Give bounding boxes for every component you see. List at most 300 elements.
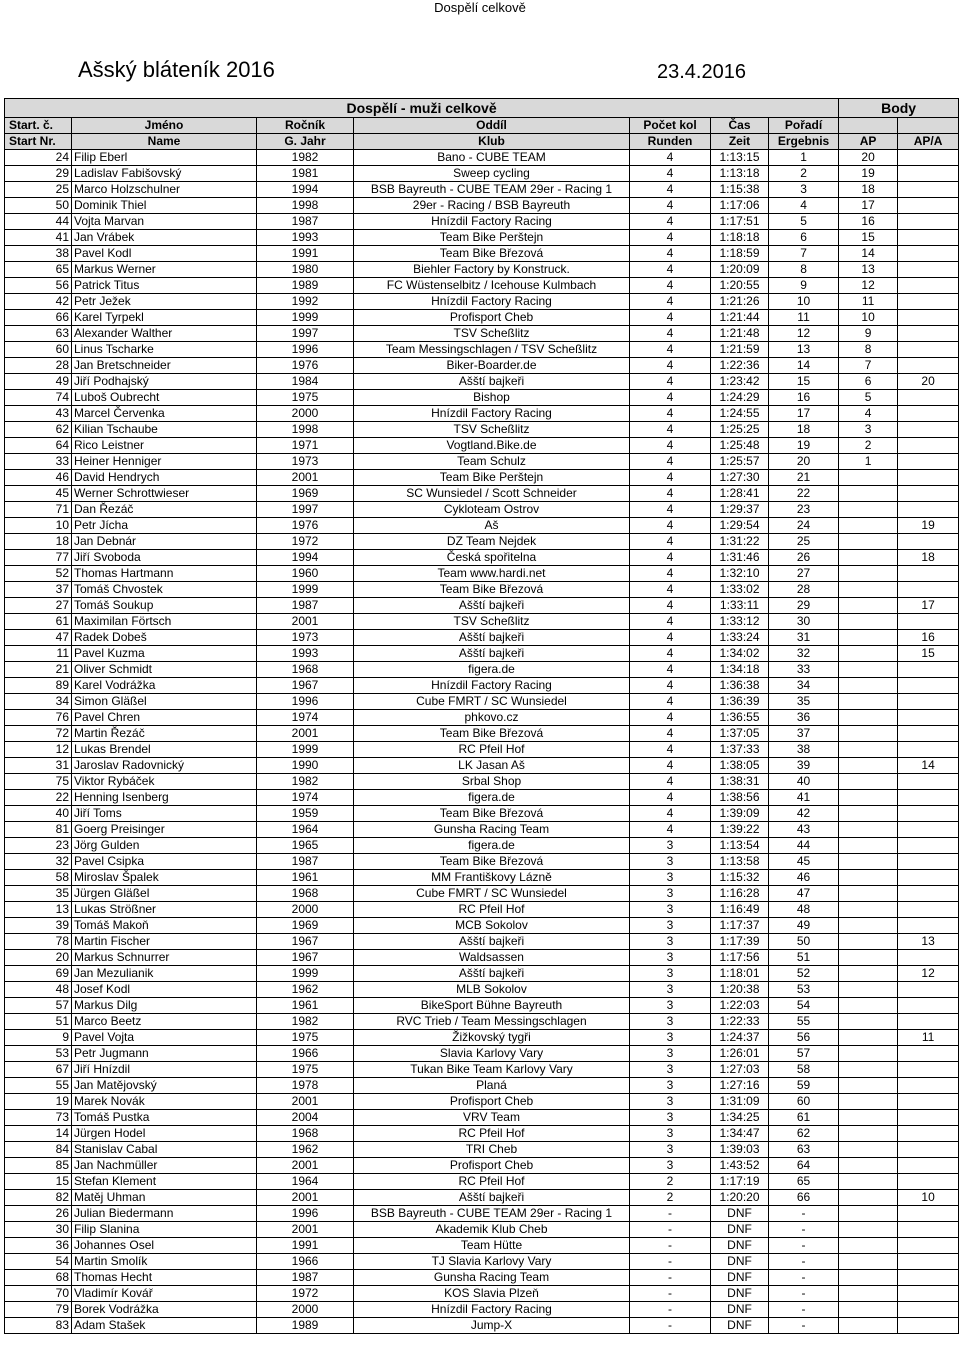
birth-year-cell: 1997 [257, 326, 354, 342]
ap-a-points-cell [898, 342, 959, 358]
time-cell: DNF [711, 1286, 769, 1302]
club-cell: MM Františkovy Lázně [354, 870, 630, 886]
time-cell: 1:18:01 [711, 966, 769, 982]
rider-name-cell: Thomas Hecht [72, 1270, 257, 1286]
start-number-cell: 19 [5, 1094, 72, 1110]
ap-points-cell [839, 502, 898, 518]
laps-cell: 4 [630, 486, 711, 502]
ap-points-cell: 3 [839, 422, 898, 438]
rank-cell: 48 [769, 902, 839, 918]
start-number-cell: 73 [5, 1110, 72, 1126]
start-number-cell: 38 [5, 246, 72, 262]
laps-cell: - [630, 1318, 711, 1334]
laps-cell: 3 [630, 902, 711, 918]
start-number-cell: 81 [5, 822, 72, 838]
section-title: Dospělí - muži celkově [5, 99, 839, 118]
birth-year-cell: 2004 [257, 1110, 354, 1126]
club-cell: Vogtland.Bike.de [354, 438, 630, 454]
rank-cell: 50 [769, 934, 839, 950]
ap-a-points-cell [898, 214, 959, 230]
table-row [5, 518, 959, 534]
start-number-cell: 25 [5, 182, 72, 198]
club-cell: Waldsassen [354, 950, 630, 966]
rider-name-cell: Kilian Tschaube [72, 422, 257, 438]
birth-year-cell: 1966 [257, 1254, 354, 1270]
ap-points-cell: 20 [839, 150, 898, 166]
table-row [5, 806, 959, 822]
ap-points-cell: 10 [839, 310, 898, 326]
laps-cell: 4 [630, 822, 711, 838]
time-cell: 1:22:36 [711, 358, 769, 374]
time-cell: 1:20:20 [711, 1190, 769, 1206]
rider-name-cell: Jan Vrábek [72, 230, 257, 246]
ap-a-points-cell [898, 310, 959, 326]
table-row [5, 1046, 959, 1062]
rider-name-cell: Petr Jugmann [72, 1046, 257, 1062]
rider-name-cell: Simon Gläßel [72, 694, 257, 710]
start-number-cell: 66 [5, 310, 72, 326]
club-cell: Ašští bajkeři [354, 1190, 630, 1206]
table-row [5, 422, 959, 438]
birth-year-cell: 1981 [257, 166, 354, 182]
ap-points-cell [839, 1126, 898, 1142]
rider-name-cell: Maximilan Förtsch [72, 614, 257, 630]
birth-year-cell: 1994 [257, 182, 354, 198]
header-row-cz [5, 118, 959, 134]
birth-year-cell: 1969 [257, 918, 354, 934]
header-time-cz: Čas [711, 118, 769, 134]
rank-cell: 19 [769, 438, 839, 454]
time-cell: 1:15:32 [711, 870, 769, 886]
laps-cell: 4 [630, 598, 711, 614]
club-cell: Cube FMRT / SC Wunsiedel [354, 694, 630, 710]
start-number-cell: 60 [5, 342, 72, 358]
header-name-cz: Jméno [72, 118, 257, 134]
laps-cell: 4 [630, 614, 711, 630]
rider-name-cell: Jan Debnár [72, 534, 257, 550]
rider-name-cell: Martin Fischer [72, 934, 257, 950]
laps-cell: 4 [630, 438, 711, 454]
table-row [5, 1126, 959, 1142]
start-number-cell: 52 [5, 566, 72, 582]
ap-a-points-cell [898, 950, 959, 966]
ap-a-points-cell [898, 470, 959, 486]
rider-name-cell: Marco Beetz [72, 1014, 257, 1030]
ap-a-points-cell [898, 1318, 959, 1334]
birth-year-cell: 1969 [257, 486, 354, 502]
start-number-cell: 41 [5, 230, 72, 246]
rank-cell: 61 [769, 1110, 839, 1126]
ap-points-cell [839, 614, 898, 630]
ap-a-points-cell [898, 998, 959, 1014]
rank-cell: 39 [769, 758, 839, 774]
rank-cell: 14 [769, 358, 839, 374]
start-number-cell: 13 [5, 902, 72, 918]
club-cell: Team Bike Březová [354, 246, 630, 262]
ap-a-points-cell [898, 1078, 959, 1094]
club-cell: MLB Sokolov [354, 982, 630, 998]
ap-a-points-cell [898, 1254, 959, 1270]
time-cell: 1:13:58 [711, 854, 769, 870]
club-cell: Biehler Factory by Konstruck. [354, 262, 630, 278]
rank-cell: 60 [769, 1094, 839, 1110]
time-cell: 1:20:38 [711, 982, 769, 998]
rank-cell: 59 [769, 1078, 839, 1094]
club-cell: 29er - Racing / BSB Bayreuth [354, 198, 630, 214]
time-cell: 1:31:46 [711, 550, 769, 566]
table-row [5, 758, 959, 774]
birth-year-cell: 1992 [257, 294, 354, 310]
laps-cell: 3 [630, 1046, 711, 1062]
table-row [5, 630, 959, 646]
start-number-cell: 63 [5, 326, 72, 342]
birth-year-cell: 1984 [257, 374, 354, 390]
ap-a-points-cell [898, 822, 959, 838]
birth-year-cell: 1982 [257, 774, 354, 790]
ap-a-points-cell [898, 326, 959, 342]
ap-a-points-cell [898, 1158, 959, 1174]
laps-cell: 4 [630, 198, 711, 214]
rider-name-cell: Pavel Vojta [72, 1030, 257, 1046]
table-row [5, 150, 959, 166]
birth-year-cell: 1971 [257, 438, 354, 454]
ap-points-cell: 4 [839, 406, 898, 422]
club-cell: Hnízdil Factory Racing [354, 406, 630, 422]
time-cell: 1:13:18 [711, 166, 769, 182]
birth-year-cell: 1972 [257, 1286, 354, 1302]
club-cell: Ašští bajkeři [354, 630, 630, 646]
rank-cell: 55 [769, 1014, 839, 1030]
laps-cell: 3 [630, 918, 711, 934]
ap-a-points-cell [898, 710, 959, 726]
ap-a-points-cell [898, 406, 959, 422]
rider-name-cell: Jiří Podhajský [72, 374, 257, 390]
ap-points-cell: 18 [839, 182, 898, 198]
laps-cell: 4 [630, 758, 711, 774]
birth-year-cell: 1962 [257, 1142, 354, 1158]
rank-cell: 7 [769, 246, 839, 262]
club-cell: Aš [354, 518, 630, 534]
rider-name-cell: Werner Schrottwieser [72, 486, 257, 502]
time-cell: 1:37:05 [711, 726, 769, 742]
start-number-cell: 48 [5, 982, 72, 998]
start-number-cell: 68 [5, 1270, 72, 1286]
ap-a-points-cell: 16 [898, 630, 959, 646]
ap-a-points-cell [898, 1174, 959, 1190]
header-laps-de: Runden [630, 134, 711, 150]
ap-points-cell [839, 678, 898, 694]
time-cell: 1:17:56 [711, 950, 769, 966]
start-number-cell: 27 [5, 598, 72, 614]
club-cell: BikeSport Bühne Bayreuth [354, 998, 630, 1014]
laps-cell: - [630, 1222, 711, 1238]
ap-points-cell: 19 [839, 166, 898, 182]
table-row [5, 470, 959, 486]
time-cell: 1:31:09 [711, 1094, 769, 1110]
birth-year-cell: 2001 [257, 470, 354, 486]
rank-cell: - [769, 1222, 839, 1238]
time-cell: 1:28:41 [711, 486, 769, 502]
laps-cell: 3 [630, 1094, 711, 1110]
laps-cell: 3 [630, 1110, 711, 1126]
time-cell: 1:39:22 [711, 822, 769, 838]
start-number-cell: 57 [5, 998, 72, 1014]
rider-name-cell: Jiří Svoboda [72, 550, 257, 566]
birth-year-cell: 1972 [257, 534, 354, 550]
ap-a-points-cell [898, 790, 959, 806]
club-cell: Ašští bajkeři [354, 966, 630, 982]
rider-name-cell: Thomas Hartmann [72, 566, 257, 582]
time-cell: DNF [711, 1222, 769, 1238]
time-cell: 1:24:37 [711, 1030, 769, 1046]
ap-a-points-cell: 10 [898, 1190, 959, 1206]
time-cell: 1:17:06 [711, 198, 769, 214]
rank-cell: - [769, 1302, 839, 1318]
rider-name-cell: Stanislav Cabal [72, 1142, 257, 1158]
birth-year-cell: 1967 [257, 934, 354, 950]
table-row [5, 678, 959, 694]
laps-cell: 3 [630, 1158, 711, 1174]
rider-name-cell: Radek Dobeš [72, 630, 257, 646]
start-number-cell: 89 [5, 678, 72, 694]
club-cell: Ašští bajkeři [354, 934, 630, 950]
birth-year-cell: 2000 [257, 902, 354, 918]
laps-cell: 4 [630, 630, 711, 646]
event-name: Ašský bláteník 2016 [78, 57, 275, 82]
table-row [5, 1270, 959, 1286]
laps-cell: 4 [630, 246, 711, 262]
rank-cell: 23 [769, 502, 839, 518]
rank-cell: 11 [769, 310, 839, 326]
start-number-cell: 58 [5, 870, 72, 886]
rank-cell: 40 [769, 774, 839, 790]
club-cell: MCB Sokolov [354, 918, 630, 934]
rider-name-cell: Lukas Brendel [72, 742, 257, 758]
table-row [5, 230, 959, 246]
ap-a-points-cell [898, 1238, 959, 1254]
rider-name-cell: Linus Tscharke [72, 342, 257, 358]
laps-cell: 4 [630, 502, 711, 518]
rider-name-cell: Henning Isenberg [72, 790, 257, 806]
ap-points-cell [839, 998, 898, 1014]
time-cell: 1:34:47 [711, 1126, 769, 1142]
rider-name-cell: Pavel Chren [72, 710, 257, 726]
table-row [5, 374, 959, 390]
rider-name-cell: Ladislav Fabišovský [72, 166, 257, 182]
club-cell: Akademik Klub Cheb [354, 1222, 630, 1238]
ap-points-cell [839, 646, 898, 662]
rider-name-cell: Jiří Hnízdil [72, 1062, 257, 1078]
start-number-cell: 29 [5, 166, 72, 182]
start-number-cell: 74 [5, 390, 72, 406]
ap-a-points-cell [898, 454, 959, 470]
ap-a-points-cell [898, 150, 959, 166]
ap-a-points-cell [898, 854, 959, 870]
time-cell: DNF [711, 1302, 769, 1318]
start-number-cell: 85 [5, 1158, 72, 1174]
ap-points-cell [839, 806, 898, 822]
table-row [5, 662, 959, 678]
ap-a-points-cell [898, 182, 959, 198]
rank-cell: 58 [769, 1062, 839, 1078]
rank-cell: 20 [769, 454, 839, 470]
rider-name-cell: Julian Biedermann [72, 1206, 257, 1222]
birth-year-cell: 1990 [257, 758, 354, 774]
ap-points-cell [839, 630, 898, 646]
ap-points-cell [839, 1206, 898, 1222]
rank-cell: - [769, 1238, 839, 1254]
rider-name-cell: Karel Vodrážka [72, 678, 257, 694]
time-cell: 1:29:54 [711, 518, 769, 534]
club-cell: RC Pfeil Hof [354, 742, 630, 758]
birth-year-cell: 1987 [257, 598, 354, 614]
table-row [5, 326, 959, 342]
rider-name-cell: Filip Eberl [72, 150, 257, 166]
rider-name-cell: Vladimír Kovář [72, 1286, 257, 1302]
rank-cell: 65 [769, 1174, 839, 1190]
birth-year-cell: 2001 [257, 726, 354, 742]
birth-year-cell: 1975 [257, 1062, 354, 1078]
rider-name-cell: Markus Dilg [72, 998, 257, 1014]
birth-year-cell: 1968 [257, 662, 354, 678]
club-cell: Slavia Karlovy Vary [354, 1046, 630, 1062]
ap-points-cell: 12 [839, 278, 898, 294]
ap-a-points-cell [898, 262, 959, 278]
start-number-cell: 43 [5, 406, 72, 422]
table-row [5, 342, 959, 358]
rider-name-cell: Pavel Kuzma [72, 646, 257, 662]
start-number-cell: 75 [5, 774, 72, 790]
laps-cell: 2 [630, 1190, 711, 1206]
rider-name-cell: Tomáš Chvostek [72, 582, 257, 598]
club-cell: Ašští bajkeři [354, 374, 630, 390]
birth-year-cell: 1974 [257, 790, 354, 806]
rider-name-cell: Jürgen Gläßel [72, 886, 257, 902]
start-number-cell: 65 [5, 262, 72, 278]
birth-year-cell: 1973 [257, 630, 354, 646]
rank-cell: 16 [769, 390, 839, 406]
rank-cell: 27 [769, 566, 839, 582]
ap-points-cell: 5 [839, 390, 898, 406]
ap-a-points-cell [898, 1014, 959, 1030]
start-number-cell: 56 [5, 278, 72, 294]
ap-points-cell [839, 662, 898, 678]
laps-cell: 4 [630, 662, 711, 678]
ap-points-cell [839, 1158, 898, 1174]
ap-points-cell: 14 [839, 246, 898, 262]
laps-cell: 4 [630, 230, 711, 246]
birth-year-cell: 1999 [257, 582, 354, 598]
laps-cell: 3 [630, 886, 711, 902]
start-number-cell: 20 [5, 950, 72, 966]
time-cell: 1:22:03 [711, 998, 769, 1014]
birth-year-cell: 1976 [257, 358, 354, 374]
table-row [5, 454, 959, 470]
start-number-cell: 24 [5, 150, 72, 166]
time-cell: 1:36:39 [711, 694, 769, 710]
table-row [5, 1318, 959, 1334]
table-row [5, 534, 959, 550]
rider-name-cell: Petr Ježek [72, 294, 257, 310]
laps-cell: 4 [630, 582, 711, 598]
table-row [5, 1238, 959, 1254]
ap-points-cell [839, 838, 898, 854]
ap-points-cell [839, 1222, 898, 1238]
ap-points-cell [839, 918, 898, 934]
club-cell: Team www.hardi.net [354, 566, 630, 582]
rider-name-cell: Matěj Uhman [72, 1190, 257, 1206]
rider-name-cell: Dan Řezáč [72, 502, 257, 518]
rank-cell: 32 [769, 646, 839, 662]
start-number-cell: 54 [5, 1254, 72, 1270]
ap-points-cell [839, 982, 898, 998]
table-row [5, 262, 959, 278]
club-cell: Team Bike Perštejn [354, 230, 630, 246]
birth-year-cell: 1964 [257, 822, 354, 838]
time-cell: 1:21:59 [711, 342, 769, 358]
birth-year-cell: 1978 [257, 1078, 354, 1094]
club-cell: Cykloteam Ostrov [354, 502, 630, 518]
ap-a-points-cell [898, 806, 959, 822]
rider-name-cell: Adam Stašek [72, 1318, 257, 1334]
laps-cell: 4 [630, 294, 711, 310]
rider-name-cell: Tomáš Pustka [72, 1110, 257, 1126]
club-cell: Ašští bajkeři [354, 646, 630, 662]
time-cell: 1:17:39 [711, 934, 769, 950]
table-row [5, 1030, 959, 1046]
table-row [5, 438, 959, 454]
rider-name-cell: Tomáš Makoň [72, 918, 257, 934]
header-time-de: Zeit [711, 134, 769, 150]
rank-cell: - [769, 1286, 839, 1302]
club-cell: TSV Scheßlitz [354, 614, 630, 630]
rider-name-cell: Tomáš Soukup [72, 598, 257, 614]
laps-cell: 4 [630, 470, 711, 486]
time-cell: 1:34:25 [711, 1110, 769, 1126]
ap-a-points-cell: 11 [898, 1030, 959, 1046]
club-cell: Česká spořitelna [354, 550, 630, 566]
rank-cell: 44 [769, 838, 839, 854]
birth-year-cell: 1973 [257, 454, 354, 470]
rider-name-cell: Stefan Klement [72, 1174, 257, 1190]
birth-year-cell: 1998 [257, 198, 354, 214]
start-number-cell: 15 [5, 1174, 72, 1190]
ap-a-points-cell [898, 438, 959, 454]
rider-name-cell: Jan Bretschneider [72, 358, 257, 374]
rank-cell: 1 [769, 150, 839, 166]
club-cell: Biker-Boarder.de [354, 358, 630, 374]
table-row [5, 1190, 959, 1206]
ap-a-points-cell [898, 774, 959, 790]
rank-cell: 66 [769, 1190, 839, 1206]
rider-name-cell: Alexander Walther [72, 326, 257, 342]
time-cell: 1:24:55 [711, 406, 769, 422]
rider-name-cell: Johannes Osel [72, 1238, 257, 1254]
table-row [5, 790, 959, 806]
table-row [5, 742, 959, 758]
birth-year-cell: 1982 [257, 1014, 354, 1030]
club-cell: Hnízdil Factory Racing [354, 214, 630, 230]
birth-year-cell: 1962 [257, 982, 354, 998]
start-number-cell: 33 [5, 454, 72, 470]
time-cell: 1:18:59 [711, 246, 769, 262]
ap-points-cell [839, 1014, 898, 1030]
table-row [5, 182, 959, 198]
time-cell: 1:27:16 [711, 1078, 769, 1094]
laps-cell: 3 [630, 838, 711, 854]
rank-cell: 12 [769, 326, 839, 342]
laps-cell: 4 [630, 646, 711, 662]
